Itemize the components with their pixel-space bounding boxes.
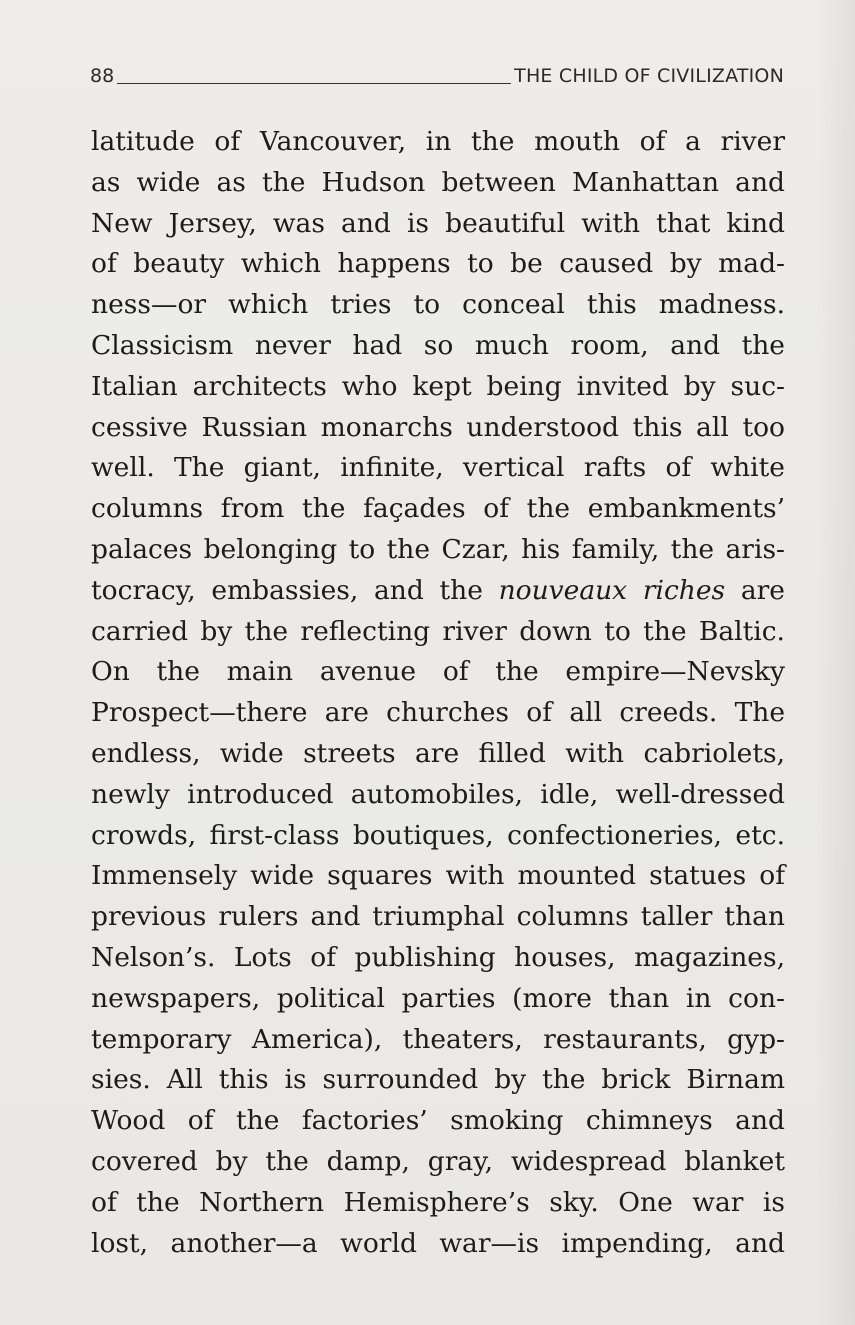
text-line: newly introduced automobiles, idle, well-dressed: [91, 778, 785, 810]
text-line: carried by the reflecting river down to the Baltic.: [91, 615, 785, 647]
header-rule: [117, 83, 511, 84]
text-line: previous rulers and triumphal columns taller than: [91, 901, 785, 933]
text-line: On the main avenue of the empire—Nevsky: [91, 656, 785, 688]
text-line: lost, another—a world war—is impending, and: [91, 1227, 785, 1259]
text-segment: tocracy, embassies, and the: [91, 574, 499, 606]
text-line: of the Northern Hemisphere’s sky. One war is: [91, 1186, 785, 1218]
text-line: temporary America), theaters, restaurants, gyp-: [91, 1023, 785, 1055]
text-line: New Jersey, was and is beautiful with that kind: [91, 207, 785, 239]
text-line: [91, 571, 785, 612]
italic-phrase: nouveaux riches: [498, 574, 726, 606]
text-line: Classicism never had so much room, and the: [91, 329, 785, 361]
text-line: sies. All this is surrounded by the brick Birnam: [91, 1064, 785, 1096]
text-line: columns from the façades of the embankments’: [91, 493, 785, 525]
text-line: latitude of Vancouver, in the mouth of a river: [91, 126, 785, 157]
chapter-title: THE CHILD OF CIVILIZATION: [514, 65, 784, 87]
text-line: Wood of the factories’ smoking chimneys and: [91, 1105, 785, 1137]
text-line: Italian architects who kept being invited by suc-: [91, 370, 785, 402]
text-line: ness—or which tries to conceal this madness.: [91, 289, 785, 321]
running-head: [90, 60, 784, 90]
text-line: cessive Russian monarchs understood this all too: [91, 411, 785, 443]
text-segment: are: [725, 574, 785, 606]
text-line: Prospect—there are churches of all creeds. The: [91, 697, 785, 729]
text-line: covered by the damp, gray, widespread blanket: [91, 1145, 785, 1177]
text-line: Immensely wide squares with mounted statues of: [91, 860, 785, 892]
text-line: as wide as the Hudson between Manhattan and: [91, 166, 785, 198]
text-line: well. The giant, infinite, vertical rafts of white: [91, 452, 785, 484]
text-line: Nelson’s. Lots of publishing houses, magazines,: [91, 941, 785, 973]
text-line: crowds, first-class boutiques, confectioneries, etc.: [91, 819, 785, 851]
text-line: of beauty which happens to be caused by mad-: [91, 248, 785, 280]
page-number: 88: [90, 65, 115, 87]
body-text: [91, 122, 785, 1264]
text-line: endless, wide streets are filled with cabriolets,: [91, 737, 785, 769]
text-line: newspapers, political parties (more than in con-: [91, 982, 785, 1014]
text-line: palaces belonging to the Czar, his family, the aris-: [91, 533, 785, 565]
